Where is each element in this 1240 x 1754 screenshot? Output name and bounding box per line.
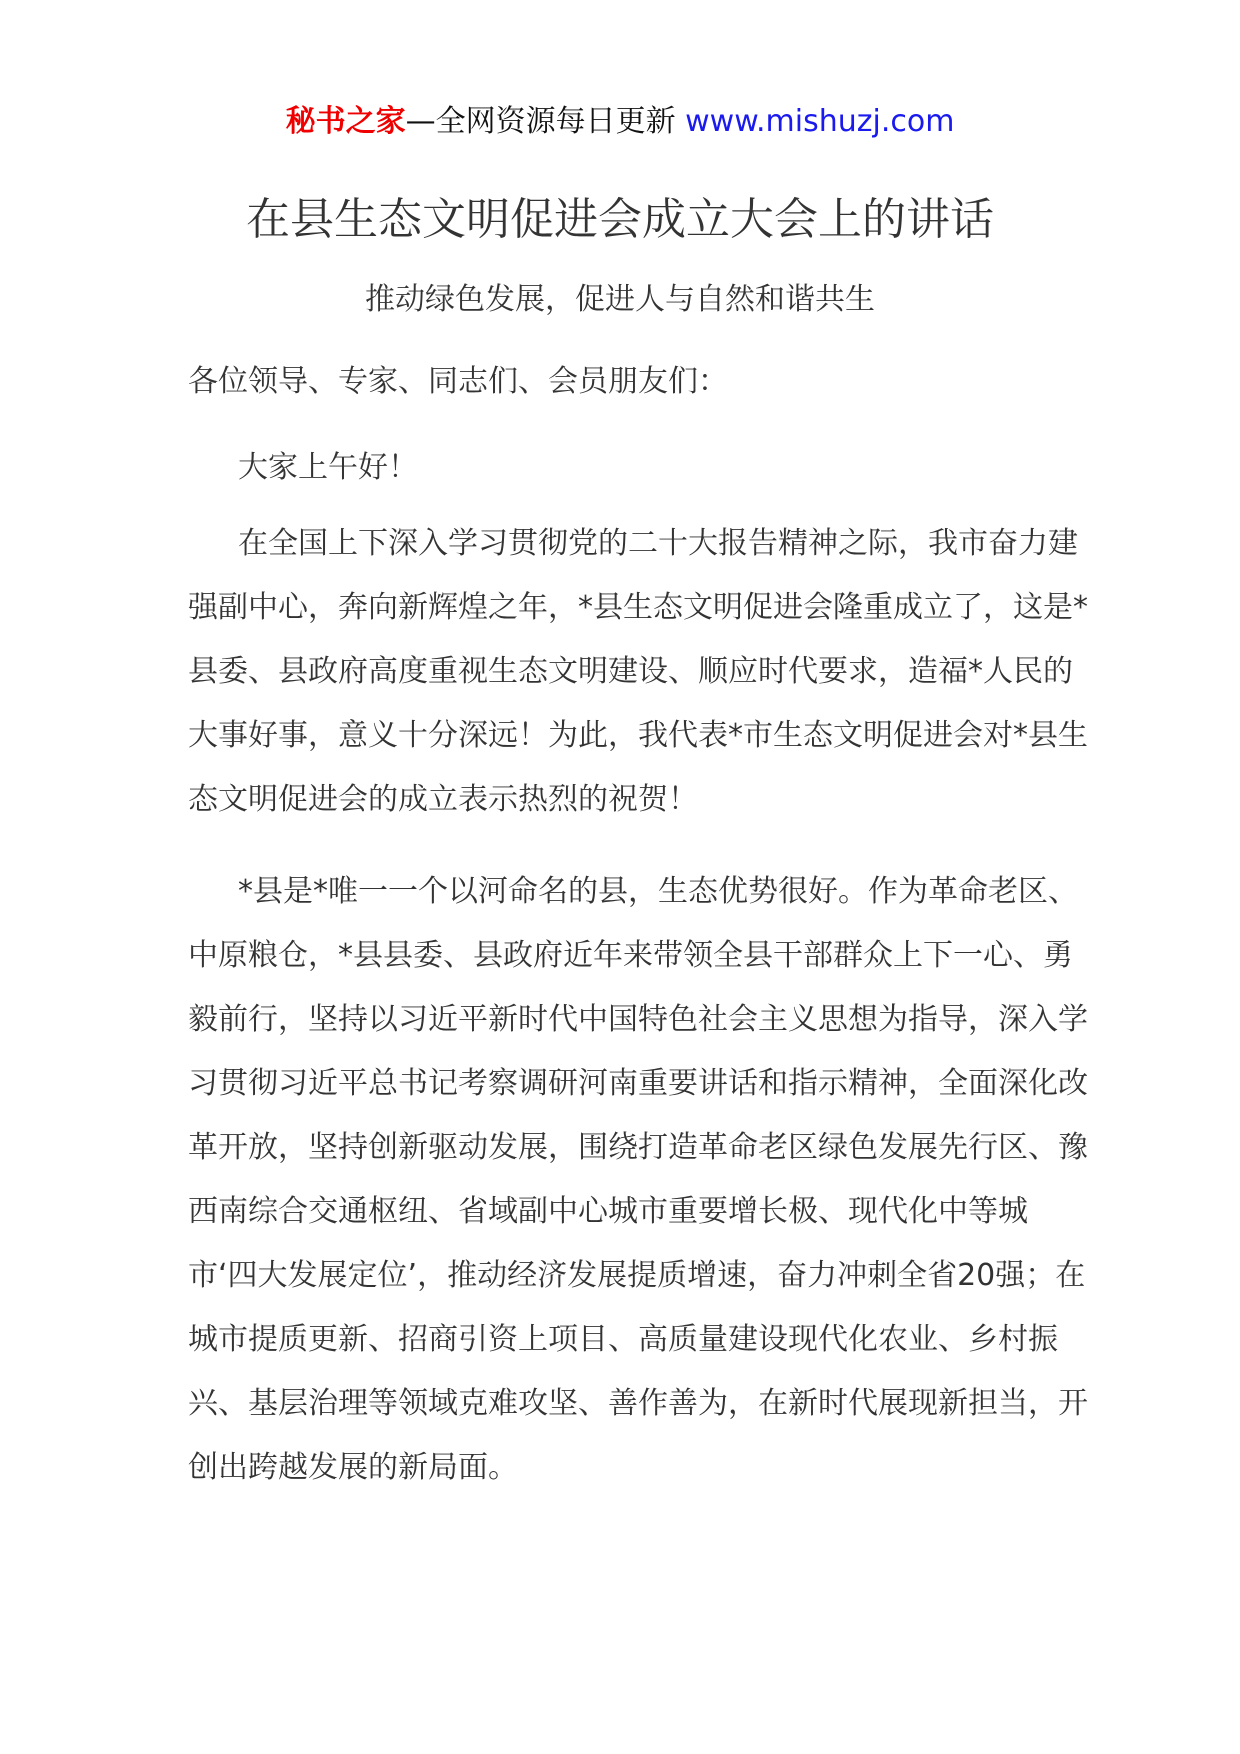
site-tagline: —全网资源每日更新 bbox=[405, 104, 676, 139]
salutation: 各位领导、专家、同志们、会员朋友们： bbox=[188, 364, 728, 399]
paragraph-congratulation: 在全国上下深入学习贯彻党的二十大报告精神之际，我市奋力建强副中心，奔向新辉煌之年，*县生态文明促进会隆重成立了，这是*县委、县政府高度重视生态文明建设、顺应时代要求，造福*人民的大事好事，意义十分深远！为此，我代表*市生态文明促进会对*县生态文明促进会的成立表示热烈的祝贺！ bbox=[188, 526, 1088, 817]
site-url-link[interactable]: www.mishuzj.com bbox=[685, 104, 955, 139]
document-title: 在县生态文明促进会成立大会上的讲话 bbox=[246, 194, 994, 245]
site-header bbox=[0, 100, 1240, 144]
site-brand: 秘书之家 bbox=[285, 104, 406, 139]
document-subtitle: 推动绿色发展，促进人与自然和谐共生 bbox=[365, 282, 875, 317]
paragraph-greeting: 大家上午好！ bbox=[238, 450, 418, 485]
paragraph-county-overview: *县是*唯一一个以河命名的县，生态优势很好。作为革命老区、中原粮仓，*县县委、县政府近年来带领全县干部群众上下一心、勇毅前行，坚持以习近平新时代中国特色社会主义思想为指导，深入学习贯彻习近平总书记考察调研河南重要讲话和指示精神，全面深化改革开放，坚持创新驱动发展，围绕打造革命老区绿色发展先行区、豫西南综合交通枢纽、省域副中心城市重要增长极、现代化中等城市‘四大发展定位’，推动经济发展提质增速，奋力冲刺全省20强；在城市提质更新、招商引资上项目、高质量建设现代化农业、乡村振兴、基层治理等领域克难攻坚、善作善为，在新时代展现新担当，开创出跨越发展的新局面。 bbox=[188, 874, 1088, 1485]
